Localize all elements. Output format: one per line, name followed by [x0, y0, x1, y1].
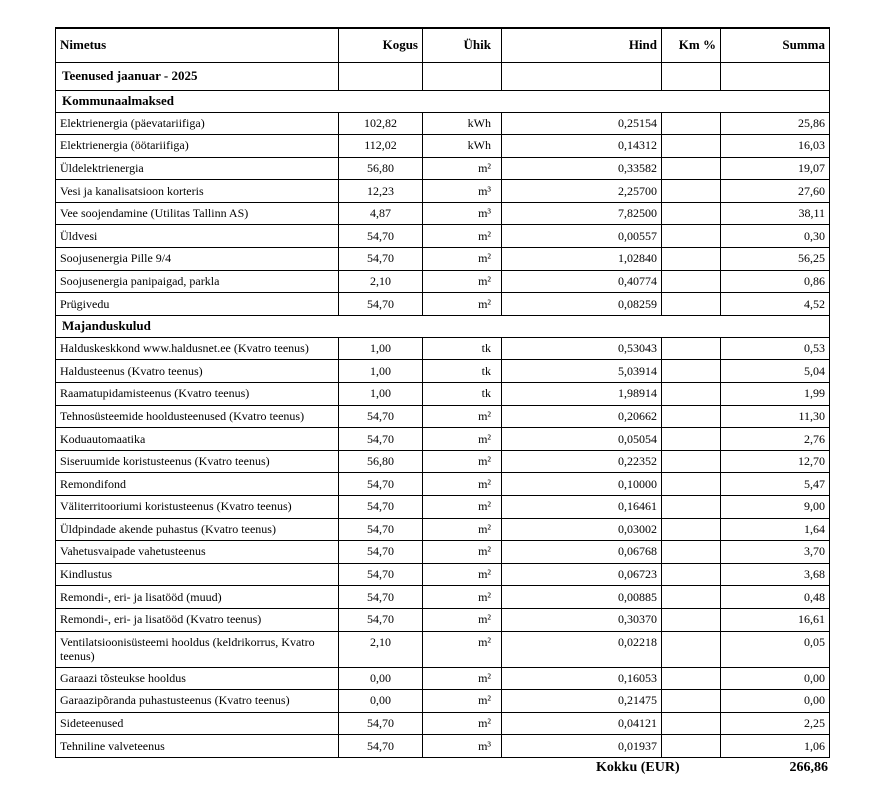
- table-row: [56, 712, 830, 735]
- cell-name: Raamatupidamisteenus (Kvatro teenus): [56, 383, 339, 406]
- cell-unit: m³: [423, 202, 502, 225]
- cell-unit: tk: [423, 337, 502, 360]
- header-unit: Ühik: [423, 28, 502, 62]
- cell-name: Haldusteenus (Kvatro teenus): [56, 360, 339, 383]
- header-sum: Summa: [721, 28, 830, 62]
- cell-km: [662, 270, 721, 293]
- header-price: Hind: [502, 28, 662, 62]
- cell-sum: 5,04: [721, 360, 830, 383]
- cell-unit: m²: [423, 631, 502, 667]
- cell-km: [662, 450, 721, 473]
- cell-price: 0,30370: [502, 608, 662, 631]
- table-row: [56, 541, 830, 564]
- cell-sum: 5,47: [721, 473, 830, 496]
- cell-qty: 54,70: [339, 428, 423, 451]
- cell-unit: m²: [423, 157, 502, 180]
- cell-sum: 0,86: [721, 270, 830, 293]
- cell-price: 0,53043: [502, 337, 662, 360]
- cell-km: [662, 735, 721, 758]
- cell-price: 0,14312: [502, 135, 662, 158]
- header-km: Km %: [662, 28, 721, 62]
- section-row: [56, 315, 830, 337]
- cell-unit: m²: [423, 248, 502, 271]
- cell-sum: 3,68: [721, 563, 830, 586]
- cell-qty: 0,00: [339, 667, 423, 690]
- total-value: 266,86: [789, 760, 828, 775]
- table-row: [56, 473, 830, 496]
- table-row: [56, 225, 830, 248]
- cell-unit: m²: [423, 563, 502, 586]
- cell-name: Koduautomaatika: [56, 428, 339, 451]
- cell-price: 0,01937: [502, 735, 662, 758]
- cell-unit: tk: [423, 383, 502, 406]
- cell-km: [662, 496, 721, 519]
- cell-qty: 54,70: [339, 518, 423, 541]
- cell-sum: 25,86: [721, 112, 830, 135]
- table-row: [56, 248, 830, 271]
- cell-unit: m²: [423, 405, 502, 428]
- cell-km: [662, 337, 721, 360]
- table-row: [56, 293, 830, 316]
- period-row: [56, 62, 830, 90]
- cell-unit: m³: [423, 735, 502, 758]
- cell-price: 0,00885: [502, 586, 662, 609]
- total-label: Kokku (EUR): [596, 760, 680, 775]
- cell-name: Soojusenergia panipaigad, parkla: [56, 270, 339, 293]
- cell-sum: 0,05: [721, 631, 830, 667]
- cell-unit: m²: [423, 712, 502, 735]
- cell-name: Üldpindade akende puhastus (Kvatro teenus): [56, 518, 339, 541]
- table-row: [56, 518, 830, 541]
- cell-price: 0,02218: [502, 631, 662, 667]
- cell-sum: 16,61: [721, 608, 830, 631]
- cell-km: [662, 135, 721, 158]
- cell-km: [662, 563, 721, 586]
- table-row: [56, 157, 830, 180]
- cell-unit: m²: [423, 690, 502, 713]
- cell-sum: 1,06: [721, 735, 830, 758]
- cell-unit: m²: [423, 225, 502, 248]
- cell-name: Soojusenergia Pille 9/4: [56, 248, 339, 271]
- cell-sum: 16,03: [721, 135, 830, 158]
- cell-qty: 1,00: [339, 337, 423, 360]
- table-row: [56, 428, 830, 451]
- cell-sum: 0,00: [721, 690, 830, 713]
- table-row: [56, 586, 830, 609]
- cell-name: Vesi ja kanalisatsioon korteris: [56, 180, 339, 203]
- cell-km: [662, 248, 721, 271]
- cell-qty: 54,70: [339, 563, 423, 586]
- cell-sum: 2,25: [721, 712, 830, 735]
- cell-price: 0,33582: [502, 157, 662, 180]
- cell-name: Remondi-, eri- ja lisatööd (muud): [56, 586, 339, 609]
- cell-name: Kindlustus: [56, 563, 339, 586]
- cell-km: [662, 112, 721, 135]
- cell-name: Tehnosüsteemide hooldusteenused (Kvatro teenus): [56, 405, 339, 428]
- cell-km: [662, 712, 721, 735]
- cell-sum: 0,53: [721, 337, 830, 360]
- cell-km: [662, 428, 721, 451]
- section-row: [56, 90, 830, 112]
- cell-sum: 27,60: [721, 180, 830, 203]
- cell-name: Halduskeskkond www.haldusnet.ee (Kvatro teenus): [56, 337, 339, 360]
- cell-qty: 54,70: [339, 712, 423, 735]
- cell-price: 1,98914: [502, 383, 662, 406]
- cell-name: Väliterritooriumi koristusteenus (Kvatro teenus): [56, 496, 339, 519]
- cell-sum: 0,30: [721, 225, 830, 248]
- cell-qty: 2,10: [339, 631, 423, 667]
- table-row: [56, 180, 830, 203]
- table-row: [56, 405, 830, 428]
- cell-qty: 54,70: [339, 405, 423, 428]
- cell-unit: m²: [423, 608, 502, 631]
- cell-price: 0,16461: [502, 496, 662, 519]
- section-title: Majanduskulud: [56, 315, 830, 337]
- cell-price: 0,16053: [502, 667, 662, 690]
- cell-sum: 11,30: [721, 405, 830, 428]
- cell-km: [662, 690, 721, 713]
- cell-km: [662, 180, 721, 203]
- cell-sum: 56,25: [721, 248, 830, 271]
- cell-qty: 54,70: [339, 586, 423, 609]
- cell-km: [662, 631, 721, 667]
- header-qty: Kogus: [339, 28, 423, 62]
- cell-unit: m²: [423, 541, 502, 564]
- invoice-table: [55, 27, 830, 758]
- cell-name: Elektrienergia (öötariifiga): [56, 135, 339, 158]
- table-row: [56, 735, 830, 758]
- cell-price: 0,06768: [502, 541, 662, 564]
- cell-qty: 102,82: [339, 112, 423, 135]
- cell-name: Remondi-, eri- ja lisatööd (Kvatro teenus): [56, 608, 339, 631]
- table-row: [56, 135, 830, 158]
- period-title: Teenused jaanuar - 2025: [56, 62, 339, 90]
- cell-km: [662, 383, 721, 406]
- cell-km: [662, 541, 721, 564]
- cell-price: 1,02840: [502, 248, 662, 271]
- cell-sum: 0,48: [721, 586, 830, 609]
- cell-qty: 0,00: [339, 690, 423, 713]
- cell-sum: 38,11: [721, 202, 830, 225]
- cell-unit: m²: [423, 473, 502, 496]
- table-row: [56, 383, 830, 406]
- section-title: Kommunaalmaksed: [56, 90, 830, 112]
- cell-price: 0,20662: [502, 405, 662, 428]
- table-row: [56, 563, 830, 586]
- cell-unit: kWh: [423, 135, 502, 158]
- cell-qty: 112,02: [339, 135, 423, 158]
- cell-unit: m³: [423, 180, 502, 203]
- cell-sum: 1,64: [721, 518, 830, 541]
- cell-unit: m²: [423, 667, 502, 690]
- cell-qty: 56,80: [339, 157, 423, 180]
- cell-unit: m²: [423, 428, 502, 451]
- cell-price: 0,03002: [502, 518, 662, 541]
- cell-price: 0,00557: [502, 225, 662, 248]
- cell-sum: 9,00: [721, 496, 830, 519]
- cell-qty: 56,80: [339, 450, 423, 473]
- cell-sum: 1,99: [721, 383, 830, 406]
- cell-name: Remondifond: [56, 473, 339, 496]
- cell-km: [662, 360, 721, 383]
- cell-km: [662, 157, 721, 180]
- cell-price: 0,25154: [502, 112, 662, 135]
- cell-name: Elektrienergia (päevatariifiga): [56, 112, 339, 135]
- header-name: Nimetus: [56, 28, 339, 62]
- cell-sum: 12,70: [721, 450, 830, 473]
- table-row: [56, 360, 830, 383]
- cell-sum: 3,70: [721, 541, 830, 564]
- cell-price: 0,08259: [502, 293, 662, 316]
- cell-name: Vahetusvaipade vahetusteenus: [56, 541, 339, 564]
- cell-name: Tehniline valveteenus: [56, 735, 339, 758]
- cell-price: 0,04121: [502, 712, 662, 735]
- table-row: [56, 608, 830, 631]
- cell-km: [662, 405, 721, 428]
- table-row: [56, 631, 830, 667]
- cell-name: Ventilatsioonisüsteemi hooldus (keldrikorrus, Kvatro teenus): [56, 631, 339, 667]
- table-row: [56, 337, 830, 360]
- cell-price: 0,40774: [502, 270, 662, 293]
- cell-name: Garaazipõranda puhastusteenus (Kvatro teenus): [56, 690, 339, 713]
- cell-km: [662, 586, 721, 609]
- table-row: [56, 112, 830, 135]
- cell-name: Vee soojendamine (Utilitas Tallinn AS): [56, 202, 339, 225]
- cell-km: [662, 608, 721, 631]
- cell-price: 0,10000: [502, 473, 662, 496]
- invoice-body: [56, 62, 830, 757]
- cell-qty: 54,70: [339, 293, 423, 316]
- table-row: [56, 270, 830, 293]
- cell-unit: m²: [423, 586, 502, 609]
- table-row: [56, 450, 830, 473]
- cell-price: 0,21475: [502, 690, 662, 713]
- cell-km: [662, 518, 721, 541]
- cell-sum: 19,07: [721, 157, 830, 180]
- cell-qty: 4,87: [339, 202, 423, 225]
- cell-unit: m²: [423, 518, 502, 541]
- cell-unit: m²: [423, 450, 502, 473]
- cell-qty: 54,70: [339, 225, 423, 248]
- cell-qty: 54,70: [339, 473, 423, 496]
- cell-name: Üldelektrienergia: [56, 157, 339, 180]
- table-row: [56, 496, 830, 519]
- cell-price: 0,05054: [502, 428, 662, 451]
- cell-km: [662, 667, 721, 690]
- cell-price: 0,22352: [502, 450, 662, 473]
- header-row: [56, 28, 830, 62]
- cell-km: [662, 202, 721, 225]
- cell-unit: m²: [423, 496, 502, 519]
- cell-km: [662, 225, 721, 248]
- cell-price: 5,03914: [502, 360, 662, 383]
- cell-qty: 2,10: [339, 270, 423, 293]
- cell-km: [662, 293, 721, 316]
- cell-unit: tk: [423, 360, 502, 383]
- cell-unit: kWh: [423, 112, 502, 135]
- cell-name: Sideteenused: [56, 712, 339, 735]
- cell-price: 0,06723: [502, 563, 662, 586]
- table-row: [56, 690, 830, 713]
- cell-qty: 54,70: [339, 541, 423, 564]
- cell-price: 2,25700: [502, 180, 662, 203]
- cell-unit: m²: [423, 270, 502, 293]
- cell-name: Prügivedu: [56, 293, 339, 316]
- cell-sum: 4,52: [721, 293, 830, 316]
- cell-qty: 54,70: [339, 248, 423, 271]
- cell-name: Üldvesi: [56, 225, 339, 248]
- cell-qty: 1,00: [339, 360, 423, 383]
- cell-name: Garaazi tõsteukse hooldus: [56, 667, 339, 690]
- cell-sum: 2,76: [721, 428, 830, 451]
- cell-name: Siseruumide koristusteenus (Kvatro teenus): [56, 450, 339, 473]
- cell-qty: 12,23: [339, 180, 423, 203]
- table-row: [56, 202, 830, 225]
- cell-qty: 1,00: [339, 383, 423, 406]
- cell-qty: 54,70: [339, 735, 423, 758]
- table-row: [56, 667, 830, 690]
- cell-km: [662, 473, 721, 496]
- cell-sum: 0,00: [721, 667, 830, 690]
- cell-qty: 54,70: [339, 608, 423, 631]
- cell-price: 7,82500: [502, 202, 662, 225]
- cell-qty: 54,70: [339, 496, 423, 519]
- cell-unit: m²: [423, 293, 502, 316]
